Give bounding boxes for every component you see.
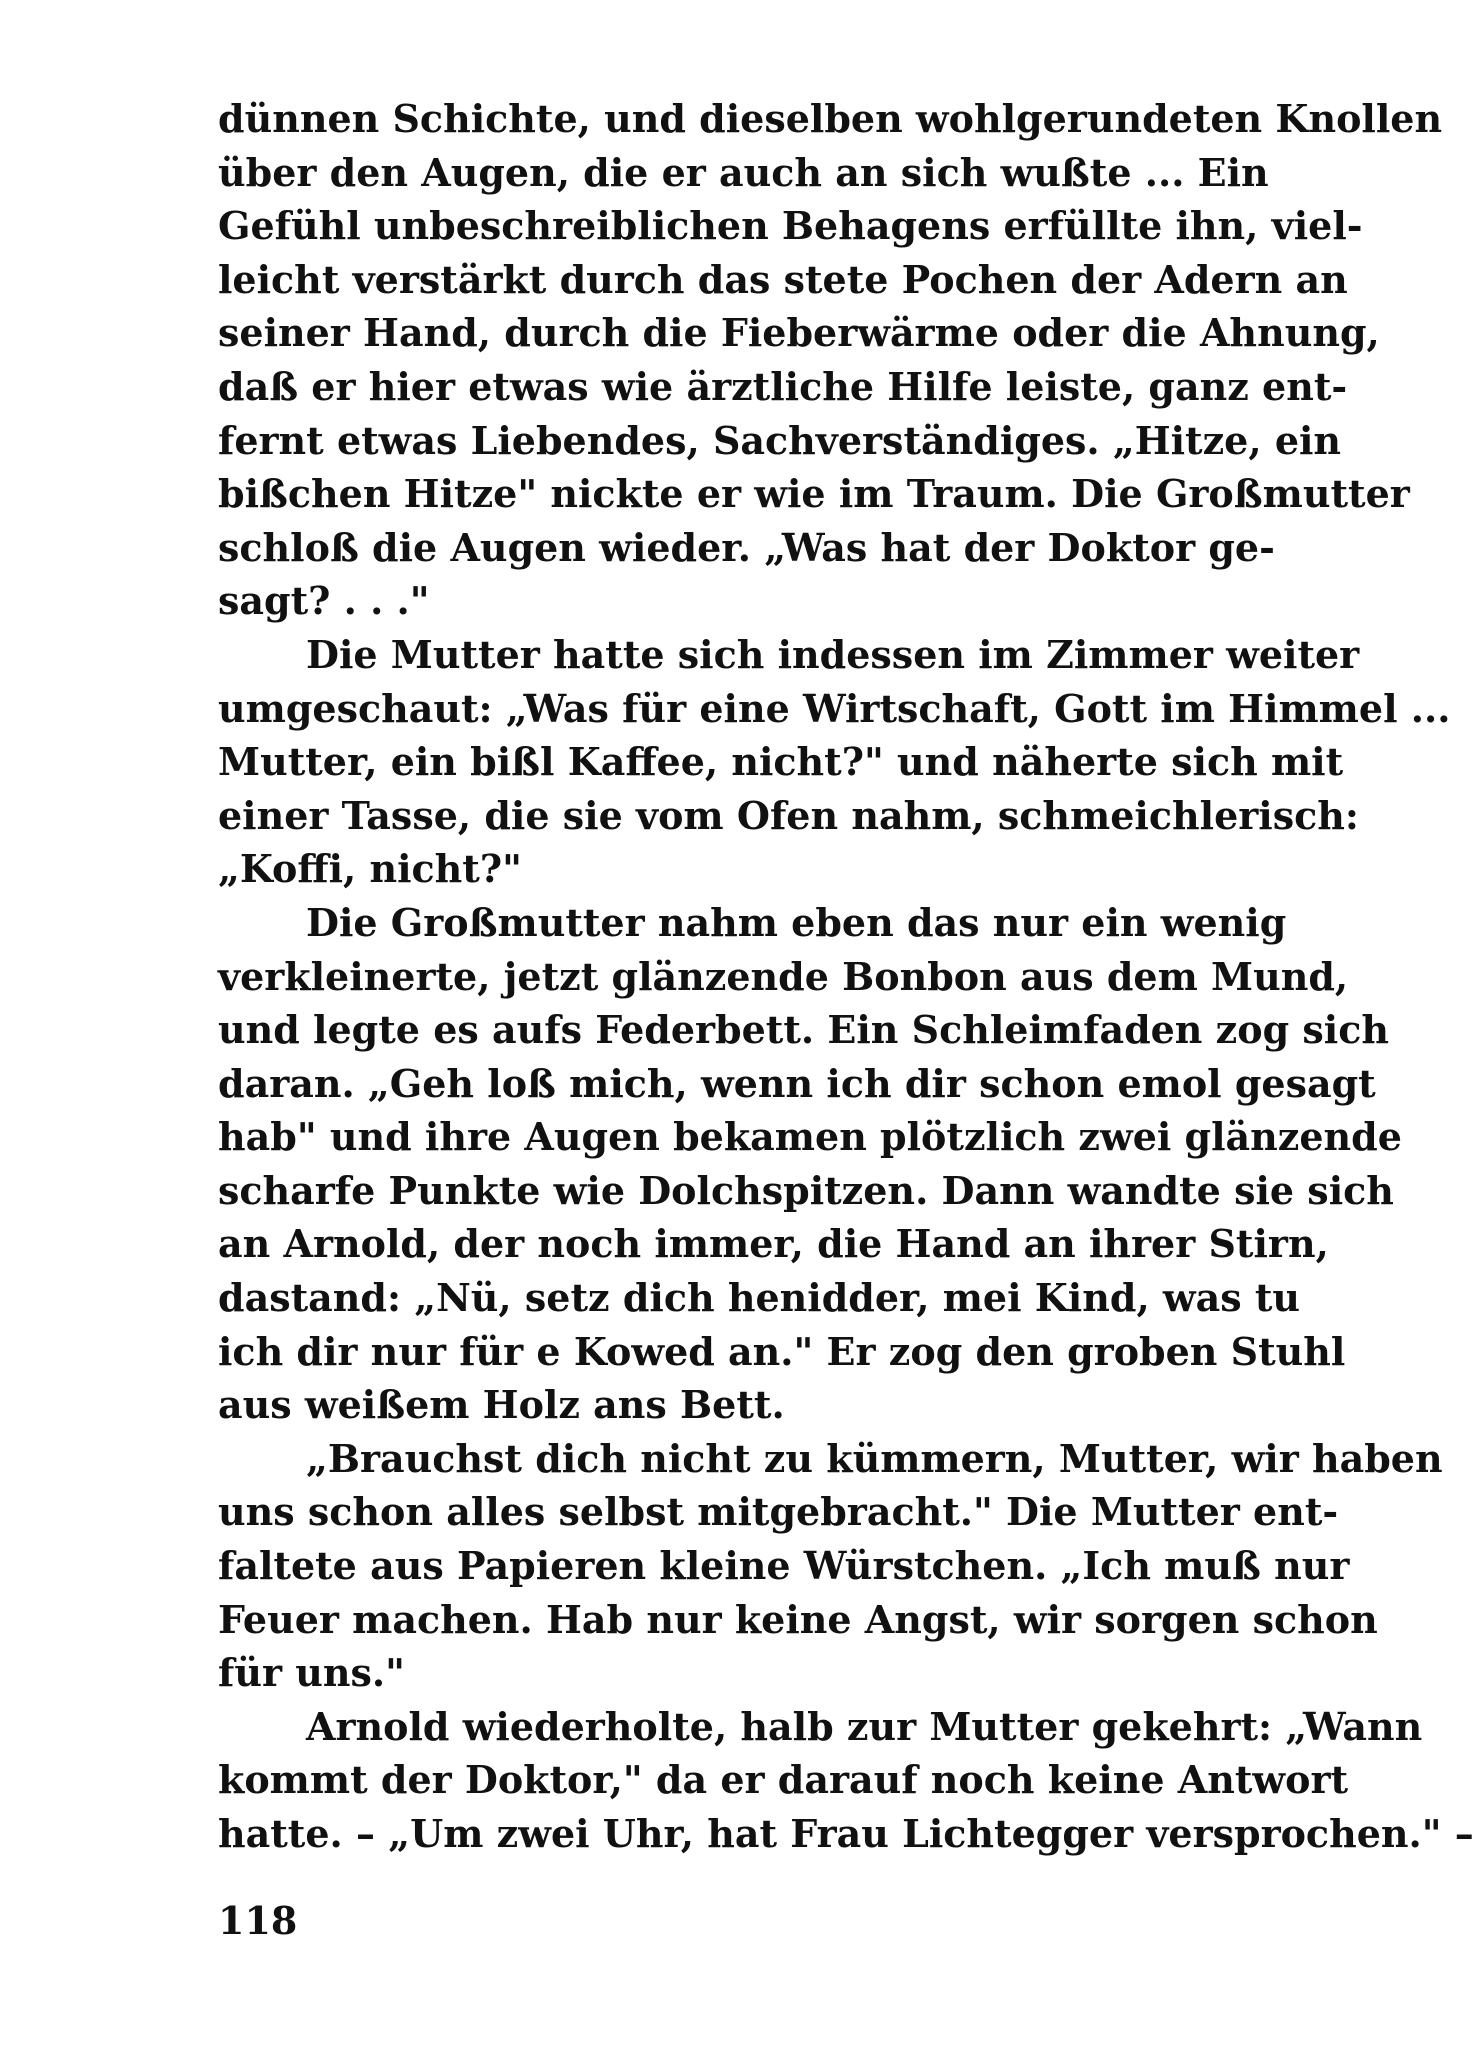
text-line: Gefühl unbeschreiblichen Behagens erfüllte ihn, viel-	[218, 203, 1363, 249]
text-line: aus weißem Holz ans Bett.	[218, 1382, 785, 1428]
text-line: dünnen Schichte, und dieselben wohlgerundeten Knollen	[218, 96, 1443, 141]
text-line: daß er hier etwas wie ärztliche Hilfe leiste, ganz ent-	[218, 363, 1348, 409]
text-line: ich dir nur für e Kowed an." Er zog den groben Stuhl	[218, 1328, 1346, 1374]
text-line: uns schon alles selbst mitgebracht." Die Mutter ent-	[218, 1489, 1339, 1535]
text-line: sagt? . . ."	[218, 578, 430, 624]
text-line: für uns."	[218, 1650, 405, 1696]
text-line: „Koffi, nicht?"	[218, 846, 522, 892]
text-line: umgeschaut: „Was für eine Wirtschaft, Gott im Himmel ...	[218, 685, 1451, 731]
paragraph-start-line: „Brauchst dich nicht zu kümmern, Mutter, wir haben	[306, 1435, 1443, 1481]
text-line: kommt der Doktor," da er darauf noch keine Antwort	[218, 1757, 1349, 1803]
text-line: an Arnold, der noch immer, die Hand an ihrer Stirn,	[218, 1221, 1329, 1267]
paragraph-start-line: Die Mutter hatte sich indessen im Zimmer weiter	[306, 631, 1360, 677]
text-line: seiner Hand, durch die Fieberwärme oder die Ahnung,	[218, 310, 1380, 356]
text-line: hab" und ihre Augen bekamen plötzlich zwei glänzende	[218, 1114, 1402, 1160]
text-line: fernt etwas Liebendes, Sachverständiges. „Hitze, ein	[218, 417, 1342, 463]
paragraph-start-line: Arnold wiederholte, halb zur Mutter gekehrt: „Wann	[306, 1703, 1423, 1749]
text-line: bißchen Hitze" nickte er wie im Traum. Die Großmutter	[218, 471, 1410, 517]
text-line: leicht verstärkt durch das stete Pochen der Adern an	[218, 256, 1348, 302]
text-line: über den Augen, die er auch an sich wußte ... Ein	[218, 149, 1269, 195]
text-line: scharfe Punkte wie Dolchspitzen. Dann wandte sie sich	[218, 1167, 1394, 1213]
paragraph-start-line: Die Großmutter nahm eben das nur ein wenig	[306, 899, 1287, 945]
text-line: verkleinerte, jetzt glänzende Bonbon aus dem Mund,	[218, 953, 1349, 999]
text-line: und legte es aufs Federbett. Ein Schleimfaden zog sich	[218, 1007, 1389, 1053]
page-number: 118	[218, 1898, 298, 1943]
text-line: hatte. – „Um zwei Uhr, hat Frau Lichtegger versprochen." –	[218, 1811, 1474, 1856]
text-line: einer Tasse, die sie vom Ofen nahm, schmeichlerisch:	[218, 792, 1359, 838]
text-line: dastand: „Nü, setz dich henidder, mei Kind, was tu	[218, 1275, 1301, 1321]
text-line: faltete aus Papieren kleine Würstchen. „Ich muß nur	[218, 1543, 1350, 1589]
body-text	[218, 92, 1474, 1861]
text-line: Mutter, ein bißl Kaffee, nicht?" und näherte sich mit	[218, 739, 1344, 785]
text-line: daran. „Geh loß mich, wenn ich dir schon emol gesagt	[218, 1060, 1376, 1106]
text-line: schloß die Augen wieder. „Was hat der Doktor ge-	[218, 524, 1275, 570]
text-line: Feuer machen. Hab nur keine Angst, wir sorgen schon	[218, 1596, 1378, 1642]
